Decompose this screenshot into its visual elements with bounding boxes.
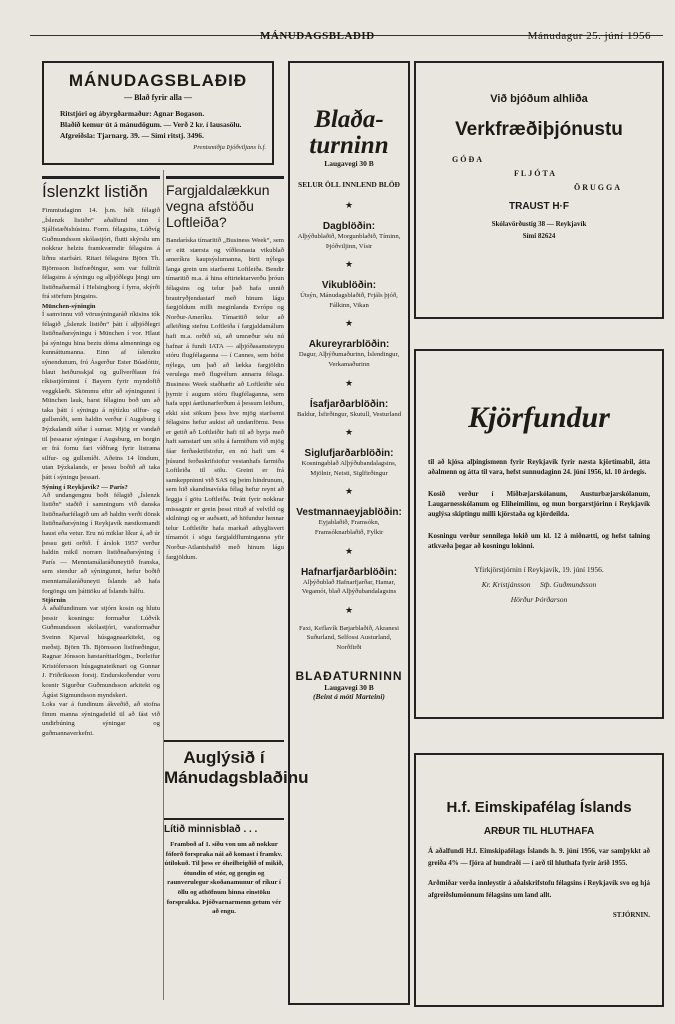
masthead-title: MÁNUDAGSBLAÐIÐ (68, 71, 248, 90)
page-header (30, 6, 663, 42)
article-loftleidir (166, 176, 284, 734)
signer: Hörður Þórðarson (510, 595, 568, 604)
promo-auglysid (164, 740, 309, 788)
notice-title: Lítið minnisblað . . . (164, 818, 284, 835)
group-list: Alþýðublað Hafnarfjarðar, Hamar, Vegamót, blað Alþýðubandalagsins (301, 578, 397, 596)
kjorfundur-p2: Kosið verður í Miðbæjarskólanum, Austurbæjarskólanum, Laugarnesskólanum og Eliheimilinu, og mun borgarstjórinn í Reykjavík auglýsa skiptingu milli kjörstaða og kjördeilda. (428, 490, 650, 518)
article-listidn-body1: Fimmtudaginn 14. þ.m. hélt félagið „Íslenzk listiðn“ aðalfund sinn í Sjálfstæðishúsinu. Form. félagsins, Lúðvíg Guðmundsson skólastjóri, flutti skýrslu um nokkrar helztu framkvæmdir félagsins á liðnu starfsári. Ritari félagsins Björn Th. Björnsson listfræðingur, sem var fulltrúi félagsins á sýningu og alþjóðlegu þingi um listiðnaðarmál í Helsingborg í fyrra, skýrði frá störfum þingsins. (42, 207, 160, 301)
traust-word: GÓÐA (452, 155, 484, 164)
traust-service: Verkfræðiþjónustu (455, 119, 623, 140)
ad-traust (414, 61, 664, 319)
group-list: Útsýn, Mánudagsblaðið, Frjáls þjóð, Fálkinn, Vikan (300, 292, 398, 309)
promo-title: Auglýsið í Mánudagsblaðinu (164, 748, 309, 787)
traust-address: Skólavörðustíg 38 — Reykjavík (491, 220, 587, 228)
masthead-printer: Prentsmiðja Þjóðviljans h.f. (193, 144, 266, 151)
eimskip-subtitle: ARÐUR TIL HLUTHAFA (483, 826, 595, 837)
notice-minnisblad (164, 818, 284, 917)
traust-word: FLJÓTA (514, 169, 557, 178)
group-name: Vikublöðin: (321, 280, 377, 292)
group-name: Hafnarfjarðarblöðin: (300, 566, 398, 578)
eimskip-title: H.f. Eimskipafélag Íslands (446, 799, 632, 816)
kjorfundur-signers (428, 580, 650, 589)
article-loftleidir-body: Bandaríska tímaritið „Business Week“, sem er eitt stærsta og víðlesnasta vikublað ameríkra kaupsýslumanna, birti nýlega langa grein um starfsemi Loftleiða. Bendir tímaritið m.a. á hina eftirtektarverðu þróun félagsins og telur það hafa unnið brautryðjendastarf með hinum lágu fargjöldum milli meginlanda Evrópu og Norður-Ameríku. Tímaritið telur að afleiðing stefnu Loftleiða í fargjaldamálum hafi m.a. orðið sú, að umræður séu nú hafnar á fundi IATA — alþjóðasamsteypu stóru flugfélaganna — í Cannes, sem hófst nýlega, um það að lækka fargjöldin verulega með flugvélum annarra félaga. Business Week staðhæfir að Loftleiðir séu þyrnir í augum stóru flugfélaganna, sem hafa uppi áætlunarferðum á þessum leiðum, ekki síst sökum þess hve mjög starfsemi félagsins hefur aukist að undanförnu. Þess er getið að Loftleiðir hafi til að byrja með haft samstarf um sölu á farmiðum við mjög fáar ferðaskrifstofur, en nú hafi um 4 þúsund ferðaskrifstofur vestanhafs farmiða Loftleiða til sölu. Greint er frá samkeppninni við SAS og þeim hindrunum, sem hið skandinavíska félag hefur reynt að leggja í götu Loftleiða. Þrátt fyrir nokkrar missagnir er grein þessi rituð af velvild og skilningi og er auðsætt, að höfundur hennar telur Loftleiðir hafa markað athyglisvert tímamót í sögu fargjaldfluminganna yfir Norður-Atlantshafið með hinum lágu fargjöldum. (166, 237, 284, 561)
star-ornament: ★ (344, 259, 354, 270)
ad-eimskip (414, 753, 664, 1007)
kjorfundur-p3: Kosningu verður sennilega lokið um kl. 12 á miðnætti, og hefst talning atkvæða þegar að kosningu lokinni. (428, 532, 650, 550)
group-list: Eyjablaðið, Framsókn, Framsóknarblaðið, Fylkir (314, 519, 384, 536)
eimskip-p2: Arðmiðar verða innleystir á aðalskrifstofu félagsins í Reykjavík svo og hjá afgreiðslumönnum félagsins um land allt. (428, 879, 650, 899)
masthead-line-editor: Ritstjóri og ábyrgðarmaður: Agnar Bogason. (60, 109, 205, 118)
bladaturninn-footer-name: BLAÐATURNINN (295, 668, 403, 683)
signer: Stþ. Guðmundsson (539, 580, 597, 589)
traust-words (424, 151, 654, 195)
article-listidn-subhead2: Sýning í Reykjavík? — París? (42, 483, 128, 491)
bladaturninn-footer-address: Laugavegi 30 B (324, 682, 374, 692)
star-ornament: ★ (344, 318, 354, 329)
bladaturninn-address: Laugavegi 30 B (324, 159, 374, 168)
header-paper-name: MÁNUDAGSBLAÐIÐ (260, 30, 375, 42)
kjorfundur-date: Yfirkjörstjórnin í Reykjavík, 19. júní 1956. (474, 565, 604, 574)
kjorfundur-p1: til að kjósa alþingismenn fyrir Reykjavík fyrir næsta kjörtímabil, átta aðalmenn og átta til vara, hefst sunnudaginn 24. júní 1956, kl. 10 árdegis. (428, 458, 650, 476)
article-listidn-body2: Í samvinnu við vörusýningaráð ríkisins tók félagið „Íslenzk listiðn“ þátt í alþjóðlegri listiðnaðarsýningu í München í vor. Hlaut þá sýningu hina beztu dóma almennings og kunnáttumanna. Einn af íslenzku sýnendunum, frú Ásgerður Ester Búadóttir, hlaut heiðursskjal og gullverðlaun frá ríkisstjórninni í Bayern fyrir myndofið veggklæði. Skömmu eftir að sýningunni í München lauk, barst félaginu boð um að taka þátt í sýningu á nýtízku silfur- og gullsmíði, sem haldin verður í Augsburg í Þýzkalandi síðar í sumar. Mjög er vandað til þessarar sýningar í Augsburg, en borgin er frá fornu fari víðfræg fyrir listræna silfur- og gullsmíði. Aðeins 14 löndum, utan Þýzkalands, er þessu boðið að taka þátt í sýningu þessari. (42, 310, 160, 482)
article-listidn-subhead1: München-sýningin (42, 302, 96, 310)
group-list: Alþýðublaðið, Morgunblaðið, Tíminn, Þjóðviljinn, Vísir (297, 233, 401, 250)
other-papers: Faxi, Keflavík Bæjarblaðið, Akranesi Suðurland, Selfossi Austurland, Norðfirði (298, 624, 400, 651)
bladaturninn-selling: SELUR ÖLL INNLEND BLÖÐ (298, 180, 400, 189)
traust-company: TRAUST H·F (509, 201, 569, 212)
group-name: Ísafjarðarblöðin: (309, 398, 389, 410)
article-listidn-body4: Á aðalfundinum var stjórn kosin og hlutu þessir kosningu: formaður Lúðvík Guðmundsson skólastjóri, varaformaður Sveinn Kjarval húsgagnaarkitekt, og meðstj. Björn Th. Björnsson listfræðingur, Ragnar Jónsson hæstaréttarlögm., Þorleifur Kristófersson húsgagnateiknari og Gunnar J. Friðriksson forstj. Endurskoðendur voru kosnir Sigurður Guðmundsson arkitekt og Ágúst Sigmundsson myndskeri. (42, 605, 160, 699)
bladaturninn-logo: Blaða-turninn (309, 106, 389, 159)
article-listidn-subhead3: Stjórnin (42, 597, 66, 605)
header-dateline: Mánudagur 25. júní 1956 (527, 30, 651, 42)
group-list: Dagur, Alþýðumaðurinn, Íslendingur, Verkamaðurinn (298, 351, 400, 368)
masthead-box (42, 61, 274, 165)
masthead-line-price: Blaðið kemur út á mánudögum. — Verð 2 kr. í lausasölu. (60, 120, 242, 129)
group-list: Baldur, Ísfirðingur, Skutull, Vesturland (296, 410, 402, 418)
article-listidn-title: Íslenzkt listiðn (42, 176, 160, 202)
article-loftleidir-title: Fargjaldalækkun vegna afstöðu Loftleiða? (166, 176, 284, 230)
ad-bladaturninn (288, 61, 410, 1005)
star-ornament: ★ (344, 545, 354, 556)
group-name: Siglufjarðarblöðin: (304, 448, 394, 460)
notice-body: Framboð af 1. síðu von um að nokkur fóforð forspraka nái að komast í framkv. útilokuð. Til þess er óheilbrigðið of mikið, ótundin of stór, og gengin og raunverulegur skoðanamunur of ríkur í öllu og athöfnum hinna einstöku forsprakka. Þjóðvarnarmenn getum vér að engu. (164, 841, 284, 916)
article-listidn-body5: Loks var á fundinum ákveðið, að stofna fimm manna sýningadeild til að fást við undirbúning sýningar og guðmannaverkefni. (42, 701, 160, 737)
masthead-line-office: Afgreiðsla: Tjarnarg. 39. — Sími ritstj. 3496. (60, 131, 204, 140)
group-list: Kosningablað Alþýðubandalagsins, Mjölnir, Neisti, Siglfirðingur (301, 460, 397, 477)
eimskip-p1: Á aðalfundi H.f. Eimskipafélags Íslands h. 9. júní 1956, var samþykkt að greiða 4% — fjóra af hundraði — í arð til hluthafa fyrir árið 1955. (428, 847, 650, 867)
star-ornament: ★ (344, 427, 354, 438)
signer: Kr. Kristjánsson (481, 580, 531, 589)
group-name: Akureyrarblöðin: (308, 339, 390, 351)
star-ornament: ★ (344, 377, 354, 388)
star-ornament: ★ (344, 604, 354, 615)
kjorfundur-title: Kjörfundur (468, 401, 610, 434)
bladaturninn-footer-note: (Beint á móti Marteini) (313, 691, 385, 701)
group-name: Vestmannaeyjablöðin: (296, 507, 402, 519)
star-ornament: ★ (344, 486, 354, 497)
article-listidn-body3: Að undangengnu boði félagið „Íslenzk listiðn“ staðið í samningum við danska listiðnaðarfélagið um að haldin verði dönsk listiðnaðarsýning í Reykjavík næstkomandi haust eða vetur. Eru nú miklar líkur á, að úr þessu geti orðið. Í árslok 1957 verður haldin mikil norræn listiðnaðarsýning í París — Menntamálaráðuneytið franska, sem stendur að sýningunni, hefur boðið menntamálaráðuneyti Íslands að hafa forgöngu um þátttöku af Íslands hálfu. (42, 491, 160, 595)
traust-phone: Sími 82624 (522, 232, 556, 240)
masthead-subtitle: — Blað fyrir alla — (124, 93, 192, 102)
star-ornament: ★ (344, 200, 354, 210)
article-listidn (42, 176, 160, 1018)
eimskip-sign: STJÓRNIN. (612, 911, 650, 919)
traust-headline: Við bjóðum alhliða (490, 93, 588, 105)
ad-kjorfundur (414, 349, 664, 719)
group-name: Dagblöðin: (322, 221, 376, 232)
traust-word: ÖRUGGA (574, 183, 622, 192)
